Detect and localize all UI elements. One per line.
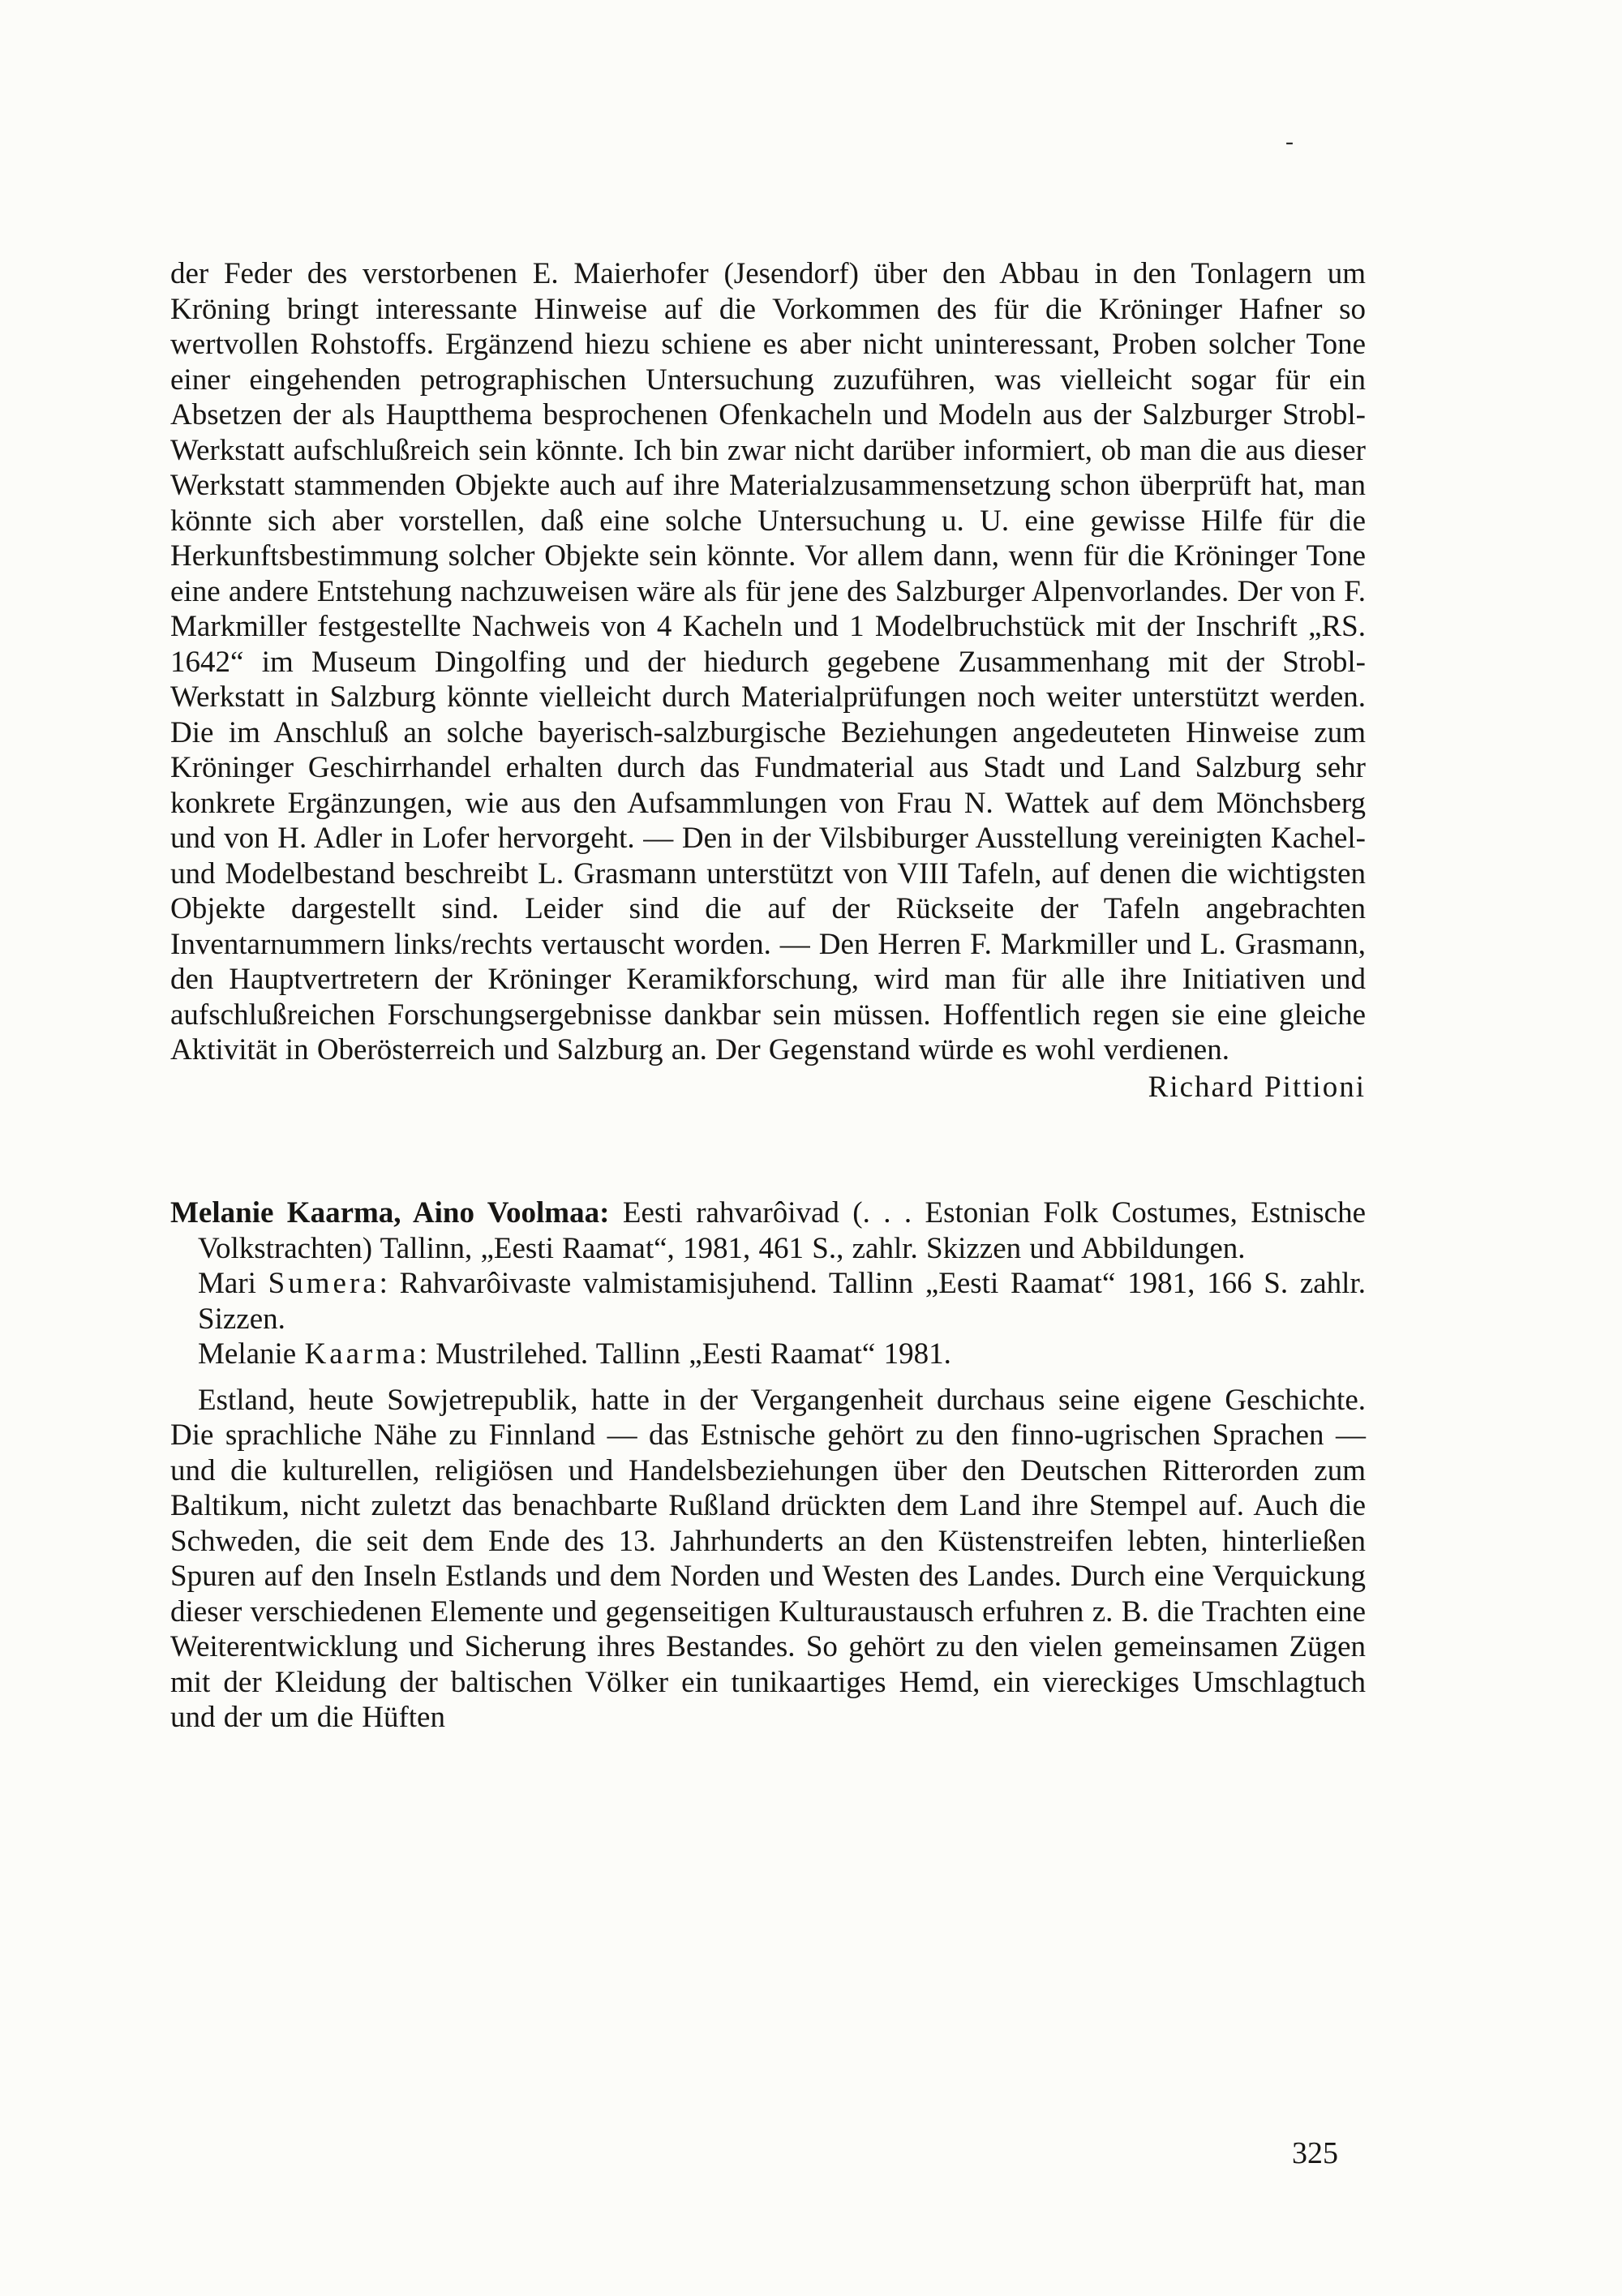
- review-pittioni-signature: Richard Pittioni: [1148, 1070, 1366, 1104]
- bib-kaarma-prefix: Melanie: [198, 1337, 305, 1371]
- bib-entry-sumera: [170, 1266, 1366, 1337]
- review-kaarma-body: Estland, heute Sowjetrepublik, hatte in der Vergangenheit durchaus seine eigene Geschichte. Die sprachliche Nähe zu Finnland — das Estnische gehört zu den finno-ugrischen Sprachen — und die kulturellen, religiösen und Handelsbeziehungen über den Deutschen Ritterorden zum Baltikum, nicht zuletzt das benachbarte Rußland drückten dem Land ihre Stempel auf. Auch die Schweden, die seit dem Ende des 13. Jahrhunderts an den Küstenstreifen lebten, hinterließen Spuren auf den Inseln Estlands und dem Norden und Westen des Landes. Durch eine Verquickung dieser verschiedenen Elemente und gegenseitigen Kulturaustausch erfuhren z. B. die Trachten eine Weiterentwicklung und Sicherung ihres Bestandes. So gehört zu den vielen gemeinsamen Zügen mit der Kleidung der baltischen Völker ein tunikaartiges Hemd, ein viereckiges Umschlagtuch und der um die Hüften: [170, 1383, 1366, 1734]
- bib-title-rest: Eesti rahvarôivad (. . . Estonian Folk Costumes, Estnische Volkstrachten) Tallinn, „Eesti Raamat“, 1981, 461 S., zahlr. Skizzen und Abbildungen.: [198, 1196, 1367, 1265]
- review-kaarma-section: [170, 1195, 1366, 1736]
- bib-kaarma-spaced-name: Kaarma: [304, 1337, 419, 1371]
- bib-entry-kaarma-voolmaa: [170, 1195, 1366, 1266]
- stray-scan-mark: -: [1285, 128, 1294, 155]
- bib-authors-bold: Melanie Kaarma, Aino Voolmaa:: [170, 1196, 610, 1230]
- bib-entry-kaarma: [170, 1337, 1366, 1372]
- text-block: [170, 256, 1366, 1736]
- bib-kaarma-rest: : Mustrilehed. Tallinn „Eesti Raamat“ 1981.: [418, 1337, 951, 1371]
- review-pittioni-body: der Feder des verstorbenen E. Maierhofer (Jesendorf) über den Abbau in den Tonlagern um Kröning bringt interessante Hinweise auf die Vorkommen des für die Kröninger Hafner so wertvollen Rohstoffs. Ergänzend hiezu schiene es aber nicht uninteressant, Proben solcher Tone einer eingehenden petrographischen Untersuchung zuzuführen, was vielleicht sogar für ein Absetzen der als Hauptthema besprochenen Ofenkacheln und Modeln aus der Salzburger Strobl-Werkstatt aufschlußreich sein könnte. Ich bin zwar nicht darüber informiert, ob man die aus dieser Werkstatt stammenden Objekte auch auf ihre Materialzusammensetzung schon überprüft hat, man könnte sich aber vorstellen, daß eine solche Untersuchung u. U. eine gewisse Hilfe für die Herkunftsbestimmung solcher Objekte sein könnte. Vor allem dann, wenn für die Kröninger Tone eine andere Entstehung nachzuweisen wäre als für jene des Salzburger Alpenvorlandes. Der von F. Markmiller festgestellte Nachweis von 4 Kacheln und 1 Modelbruchstück mit der Inschrift „RS. 1642“ im Museum Dingolfing und der hiedurch gegebene Zusammenhang mit der Strobl-Werkstatt in Salzburg könnte vielleicht durch Materialprüfungen noch weiter unterstützt werden. Die im Anschluß an solche bayerisch-salzburgische Beziehungen angedeuteten Hinweise zum Kröninger Geschirrhandel erhalten durch das Fundmaterial aus Stadt und Land Salzburg sehr konkrete Ergänzungen, wie aus den Aufsammlungen von Frau N. Wattek auf dem Mönchsberg und von H. Adler in Lofer hervorgeht. — Den in der Vilsbiburger Ausstellung vereinigten Kachel- und Modelbestand beschreibt L. Grasmann unterstützt von VIII Tafeln, auf denen die wichtigsten Objekte dargestellt sind. Leider sind die auf der Rückseite der Tafeln angebrachten Inventarnummern links/rechts vertauscht worden. — Den Herren F. Markmiller und L. Grasmann, den Hauptvertretern der Kröninger Keramikforschung, wird man für alle ihre Initiativen und aufschlußreichen Forschungsergebnisse dankbar sein müssen. Hoffentlich regen sie eine gleiche Aktivität in Oberösterreich und Salzburg an. Der Gegenstand würde es wohl verdienen.: [170, 257, 1366, 1066]
- page-number: 325: [1292, 2136, 1338, 2170]
- bib-sumera-prefix: Mari: [198, 1267, 268, 1300]
- bib-sumera-spaced-name: Sumera: [268, 1267, 380, 1300]
- bib-sumera-rest: : Rahvarôivaste valmistamisjuhend. Tallinn „Eesti Raamat“ 1981, 166 S. zahlr. Sizzen.: [198, 1267, 1366, 1336]
